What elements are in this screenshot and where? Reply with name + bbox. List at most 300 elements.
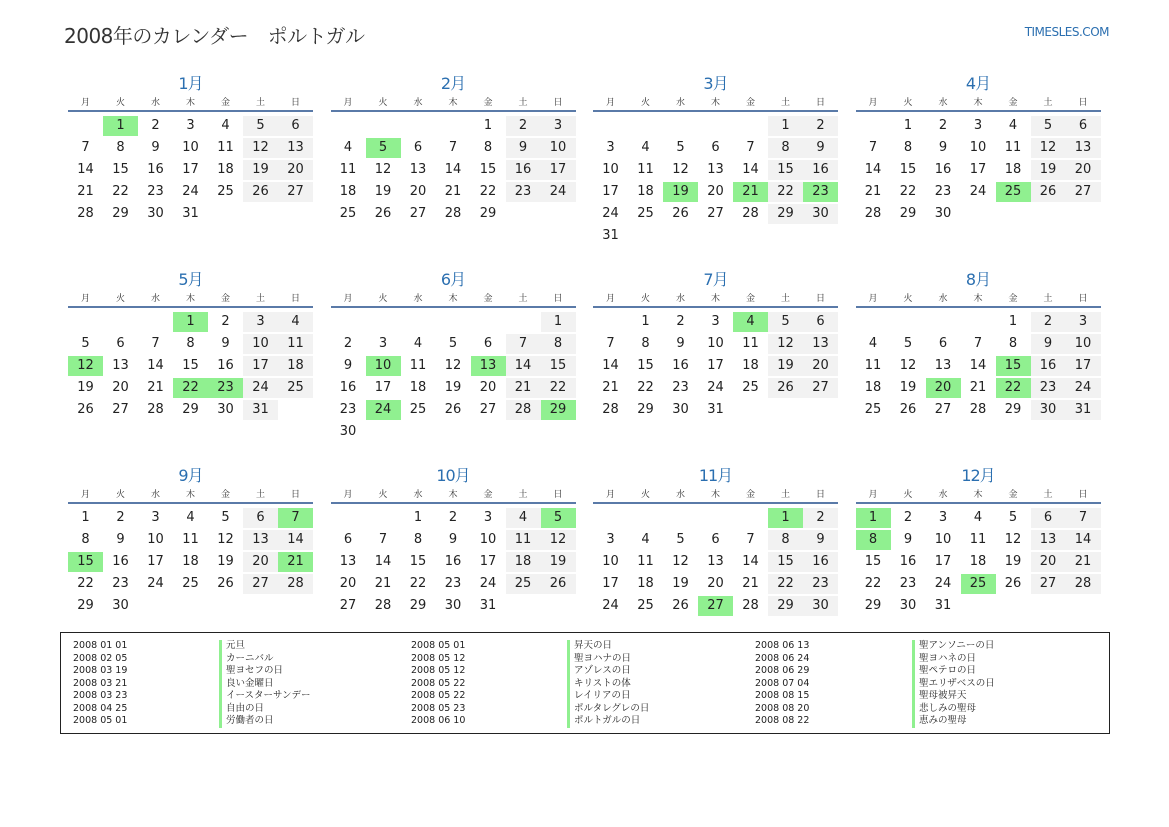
holiday-day: 21 [278, 552, 313, 572]
day-cell: 2 [506, 116, 541, 136]
day-cell: 2 [116, 510, 125, 525]
day-cell: 22 [541, 378, 576, 398]
holiday-date: 2008 08 15 [755, 690, 810, 701]
day-cell: 20 [1031, 552, 1066, 572]
day-cell: 16 [147, 162, 164, 177]
weekday-label: 日 [815, 490, 825, 500]
empty-cell [698, 116, 733, 136]
month-5 [68, 268, 313, 421]
holiday-date: 2008 06 24 [755, 652, 810, 664]
day-cell: 2 [803, 116, 838, 136]
day-grid [331, 115, 576, 225]
day-cell: 10 [479, 532, 497, 547]
day-cell: 14 [742, 162, 759, 177]
day-cell: 11 [409, 358, 427, 373]
month-6 [331, 268, 576, 443]
day-cell: 13 [339, 554, 357, 569]
day-cell: 10 [182, 140, 199, 155]
holiday-name: 聖ヨセフの日 [219, 665, 283, 678]
weekday-label: 日 [1078, 490, 1088, 500]
day-cell: 26 [672, 206, 689, 221]
weekday-label: 水 [413, 98, 423, 108]
empty-cell [103, 312, 138, 332]
day-cell: 30 [899, 598, 917, 613]
holiday-date: 2008 05 12 [411, 665, 466, 676]
day-grid [856, 311, 1101, 421]
holiday-day: 1 [173, 312, 208, 332]
day-cell: 28 [742, 206, 759, 221]
day-cell: 15 [768, 160, 803, 180]
weekday-label: 水 [150, 98, 160, 108]
weekday-header [593, 488, 838, 504]
day-cell: 15 [541, 356, 576, 376]
day-cell: 1 [483, 118, 493, 133]
day-cell: 18 [339, 184, 357, 199]
day-cell: 12 [1004, 532, 1022, 547]
day-cell: 22 [864, 576, 882, 591]
empty-cell [68, 116, 103, 136]
day-cell: 28 [1066, 574, 1101, 594]
day-cell: 20 [803, 356, 838, 376]
empty-cell [471, 312, 506, 332]
holiday-name: 良い金曜日 [219, 678, 274, 691]
day-cell: 10 [602, 162, 619, 177]
day-cell: 12 [541, 530, 576, 550]
day-cell: 2 [448, 510, 458, 525]
holiday-date: 2008 07 04 [755, 677, 810, 689]
day-cell: 20 [409, 184, 427, 199]
day-cell: 25 [864, 402, 882, 417]
day-cell: 26 [672, 598, 689, 613]
day-cell: 16 [803, 160, 838, 180]
day-grid [593, 311, 838, 421]
day-cell: 28 [742, 598, 759, 613]
weekday-label: 月 [343, 98, 353, 108]
day-cell: 12 [444, 358, 462, 373]
empty-cell [331, 508, 366, 528]
day-cell: 1 [1008, 314, 1018, 329]
day-cell: 27 [339, 598, 357, 613]
day-cell: 15 [864, 554, 882, 569]
day-cell: 24 [602, 206, 619, 221]
day-cell: 4 [973, 510, 983, 525]
empty-cell [628, 116, 663, 136]
day-cell: 17 [243, 356, 278, 376]
empty-cell [856, 312, 891, 332]
day-cell: 19 [374, 184, 392, 199]
day-cell: 26 [217, 576, 234, 591]
day-cell: 21 [969, 380, 987, 395]
day-cell: 17 [707, 358, 724, 373]
day-cell: 6 [1066, 116, 1101, 136]
day-cell: 9 [676, 336, 685, 351]
month-name: 4月 [965, 74, 991, 93]
weekday-label: 木 [973, 490, 983, 500]
weekday-label: 木 [185, 294, 195, 304]
day-cell: 1 [768, 116, 803, 136]
day-cell: 20 [112, 380, 129, 395]
weekday-label: 金 [220, 98, 230, 108]
weekday-label: 火 [115, 294, 125, 304]
day-cell: 26 [1031, 182, 1066, 202]
weekday-label: 土 [518, 294, 528, 304]
day-cell: 27 [112, 402, 129, 417]
weekday-label: 金 [745, 294, 755, 304]
day-cell: 22 [77, 576, 94, 591]
day-cell: 29 [637, 402, 654, 417]
day-cell: 29 [768, 596, 803, 616]
day-cell: 6 [278, 116, 313, 136]
day-cell: 25 [182, 576, 199, 591]
day-cell: 11 [637, 162, 654, 177]
weekday-label: 日 [1078, 294, 1088, 304]
holiday-day: 25 [961, 574, 996, 594]
day-cell: 31 [602, 228, 619, 243]
day-cell: 9 [803, 138, 838, 158]
day-cell: 23 [899, 576, 917, 591]
day-cell: 17 [182, 162, 199, 177]
holiday-day: 19 [663, 182, 698, 202]
day-cell: 13 [1066, 138, 1101, 158]
weekday-label: 土 [780, 490, 790, 500]
day-cell: 5 [81, 336, 90, 351]
day-cell: 11 [1004, 140, 1022, 155]
day-cell: 10 [243, 334, 278, 354]
month-3 [593, 72, 838, 247]
weekday-label: 木 [710, 294, 720, 304]
day-cell: 3 [606, 140, 615, 155]
holiday-date: 2008 04 25 [73, 702, 128, 714]
weekday-label: 月 [605, 294, 615, 304]
day-cell: 13 [707, 162, 724, 177]
holiday-day: 23 [803, 182, 838, 202]
day-cell: 19 [243, 160, 278, 180]
day-cell: 11 [217, 140, 234, 155]
day-cell: 24 [602, 598, 619, 613]
holiday-day: 8 [856, 530, 891, 550]
day-cell: 30 [803, 596, 838, 616]
day-cell: 11 [339, 162, 357, 177]
day-cell: 19 [1004, 554, 1022, 569]
day-cell: 31 [243, 400, 278, 420]
day-cell: 10 [147, 532, 164, 547]
day-cell: 9 [1031, 334, 1066, 354]
weekday-label: 金 [483, 490, 493, 500]
month-7 [593, 268, 838, 421]
day-cell: 9 [151, 140, 160, 155]
weekday-label: 金 [220, 294, 230, 304]
day-cell: 12 [243, 138, 278, 158]
empty-cell [926, 312, 961, 332]
day-cell: 23 [934, 184, 952, 199]
holiday-name: 自由の日 [219, 703, 264, 716]
weekday-header [68, 488, 313, 504]
weekday-header [856, 488, 1101, 504]
day-cell: 8 [483, 140, 493, 155]
weekday-label: 土 [780, 294, 790, 304]
day-cell: 11 [637, 554, 654, 569]
day-cell: 19 [899, 380, 917, 395]
day-cell: 3 [1066, 312, 1101, 332]
day-cell: 17 [374, 380, 392, 395]
day-cell: 23 [803, 574, 838, 594]
holiday-name: イースターサンデー [219, 690, 311, 703]
day-cell: 30 [112, 598, 129, 613]
day-cell: 18 [506, 552, 541, 572]
weekday-label: 火 [903, 98, 913, 108]
holiday-name: 聖エリザベスの日 [912, 678, 995, 691]
month-10 [331, 464, 576, 617]
day-cell: 24 [541, 182, 576, 202]
holiday-date: 2008 06 29 [755, 665, 810, 676]
day-cell: 21 [444, 184, 462, 199]
weekday-label: 月 [80, 294, 90, 304]
day-cell: 21 [506, 378, 541, 398]
weekday-label: 水 [413, 294, 423, 304]
day-cell: 6 [483, 336, 493, 351]
day-cell: 6 [711, 140, 720, 155]
day-cell: 29 [409, 598, 427, 613]
day-cell: 18 [742, 358, 759, 373]
empty-cell [698, 508, 733, 528]
day-cell: 26 [1004, 576, 1022, 591]
empty-cell [506, 312, 541, 332]
day-cell: 6 [343, 532, 353, 547]
day-cell: 25 [742, 380, 759, 395]
holiday-day: 10 [366, 356, 401, 376]
day-cell: 3 [711, 314, 720, 329]
weekday-label: 日 [1078, 98, 1088, 108]
day-cell: 8 [413, 532, 423, 547]
day-grid [68, 311, 313, 421]
weekday-label: 火 [640, 294, 650, 304]
month-name: 7月 [703, 270, 728, 289]
day-cell: 21 [1066, 552, 1101, 572]
weekday-label: 水 [675, 98, 685, 108]
day-cell: 4 [278, 312, 313, 332]
day-cell: 5 [221, 510, 230, 525]
day-cell: 19 [541, 552, 576, 572]
day-cell: 16 [672, 358, 689, 373]
day-cell: 9 [343, 358, 353, 373]
weekday-label: 土 [1043, 98, 1053, 108]
day-cell: 14 [506, 356, 541, 376]
page-title: 2008年のカレンダー ポルトガル [64, 24, 365, 48]
day-cell: 24 [243, 378, 278, 398]
day-cell: 18 [864, 380, 882, 395]
weekday-header [593, 96, 838, 112]
day-cell: 20 [243, 552, 278, 572]
brand-link[interactable]: TIMESLES.COM [1024, 25, 1109, 39]
weekday-label: 土 [1043, 490, 1053, 500]
day-cell: 4 [221, 118, 230, 133]
day-cell: 29 [1004, 402, 1022, 417]
day-cell: 3 [151, 510, 160, 525]
weekday-label: 水 [150, 294, 160, 304]
weekday-label: 水 [938, 490, 948, 500]
day-cell: 18 [278, 356, 313, 376]
day-cell: 9 [448, 532, 458, 547]
weekday-label: 火 [640, 490, 650, 500]
day-cell: 14 [444, 162, 462, 177]
day-cell: 9 [506, 138, 541, 158]
month-12 [856, 464, 1101, 617]
weekday-label: 金 [483, 98, 493, 108]
day-cell: 28 [506, 400, 541, 420]
empty-cell [891, 312, 926, 332]
holiday-name: キリストの体 [567, 678, 631, 691]
day-cell: 28 [278, 574, 313, 594]
weekday-header [331, 488, 576, 504]
day-cell: 10 [934, 532, 952, 547]
weekday-label: 木 [448, 294, 458, 304]
day-cell: 15 [112, 162, 129, 177]
day-cell: 2 [343, 336, 353, 351]
holiday-day: 5 [541, 508, 576, 528]
day-cell: 10 [541, 138, 576, 158]
weekday-header [593, 292, 838, 308]
day-cell: 19 [77, 380, 94, 395]
day-cell: 14 [278, 530, 313, 550]
day-cell: 6 [711, 532, 720, 547]
day-cell: 13 [112, 358, 129, 373]
day-cell: 12 [672, 162, 689, 177]
month-name: 3月 [703, 74, 728, 93]
day-cell: 26 [243, 182, 278, 202]
month-1 [68, 72, 313, 225]
day-cell: 29 [112, 206, 129, 221]
day-cell: 16 [803, 552, 838, 572]
day-cell: 30 [147, 206, 164, 221]
day-cell: 3 [243, 312, 278, 332]
month-11 [593, 464, 838, 617]
day-cell: 7 [973, 336, 983, 351]
day-cell: 12 [899, 358, 917, 373]
day-cell: 13 [707, 554, 724, 569]
weekday-label: 火 [115, 98, 125, 108]
weekday-label: 木 [448, 490, 458, 500]
day-cell: 30 [803, 204, 838, 224]
holiday-day: 21 [733, 182, 768, 202]
day-cell: 17 [541, 160, 576, 180]
day-cell: 15 [182, 358, 199, 373]
day-cell: 15 [768, 552, 803, 572]
day-cell: 5 [1031, 116, 1066, 136]
day-cell: 25 [278, 378, 313, 398]
day-cell: 28 [77, 206, 94, 221]
day-cell: 2 [676, 314, 685, 329]
weekday-label: 土 [1043, 294, 1053, 304]
day-cell: 21 [374, 576, 392, 591]
month-name: 10月 [436, 466, 470, 485]
day-cell: 31 [1066, 400, 1101, 420]
month-name: 11月 [698, 466, 733, 485]
day-cell: 22 [479, 184, 497, 199]
day-cell: 21 [147, 380, 164, 395]
day-cell: 20 [707, 576, 724, 591]
day-cell: 14 [1066, 530, 1101, 550]
empty-cell [593, 312, 628, 332]
day-cell: 9 [903, 532, 913, 547]
day-cell: 26 [77, 402, 94, 417]
day-cell: 25 [217, 184, 234, 199]
weekday-label: 木 [973, 98, 983, 108]
day-cell: 6 [938, 336, 948, 351]
day-cell: 28 [602, 402, 619, 417]
day-cell: 14 [602, 358, 619, 373]
day-cell: 7 [81, 140, 90, 155]
day-cell: 17 [602, 576, 619, 591]
day-cell: 3 [973, 118, 983, 133]
holiday-list [60, 632, 1110, 734]
month-name: 5月 [178, 270, 203, 289]
holiday-name: アゾレスの日 [567, 665, 631, 678]
day-cell: 8 [768, 530, 803, 550]
weekday-label: 金 [745, 98, 755, 108]
weekday-label: 水 [938, 294, 948, 304]
weekday-label: 月 [605, 98, 615, 108]
day-cell: 17 [934, 554, 952, 569]
day-cell: 19 [768, 356, 803, 376]
holiday-name: 聖ヨハネの日 [912, 653, 976, 666]
empty-cell [663, 116, 698, 136]
empty-cell [68, 312, 103, 332]
day-cell: 15 [479, 162, 497, 177]
weekday-label: 月 [868, 294, 878, 304]
day-cell: 1 [641, 314, 650, 329]
day-cell: 22 [899, 184, 917, 199]
day-cell: 15 [637, 358, 654, 373]
day-cell: 17 [602, 184, 619, 199]
day-cell: 9 [221, 336, 230, 351]
empty-cell [401, 116, 436, 136]
holiday-name: 労働者の日 [219, 715, 274, 728]
weekday-label: 木 [710, 98, 720, 108]
holiday-name: 悲しみの聖母 [912, 703, 976, 716]
weekday-header [68, 292, 313, 308]
weekday-label: 木 [710, 490, 720, 500]
holiday-date: 2008 05 23 [411, 702, 466, 714]
day-cell: 11 [742, 336, 759, 351]
day-cell: 29 [182, 402, 199, 417]
day-cell: 18 [182, 554, 199, 569]
day-cell: 13 [243, 530, 278, 550]
day-cell: 11 [506, 530, 541, 550]
holiday-date: 2008 05 01 [411, 640, 466, 651]
day-cell: 7 [746, 140, 755, 155]
day-cell: 5 [903, 336, 913, 351]
day-cell: 29 [479, 206, 497, 221]
day-cell: 25 [409, 402, 427, 417]
weekday-header [331, 292, 576, 308]
day-cell: 17 [969, 162, 987, 177]
day-cell: 23 [339, 402, 357, 417]
holiday-date: 2008 02 05 [73, 652, 128, 664]
day-cell: 30 [444, 598, 462, 613]
day-cell: 3 [541, 116, 576, 136]
weekday-label: 金 [220, 490, 230, 500]
day-cell: 16 [899, 554, 917, 569]
weekday-label: 土 [255, 490, 265, 500]
day-cell: 27 [934, 402, 952, 417]
day-cell: 28 [147, 402, 164, 417]
day-cell: 24 [934, 576, 952, 591]
day-cell: 9 [803, 530, 838, 550]
day-cell: 30 [217, 402, 234, 417]
day-cell: 3 [186, 118, 195, 133]
day-cell: 11 [969, 532, 987, 547]
day-cell: 24 [147, 576, 164, 591]
